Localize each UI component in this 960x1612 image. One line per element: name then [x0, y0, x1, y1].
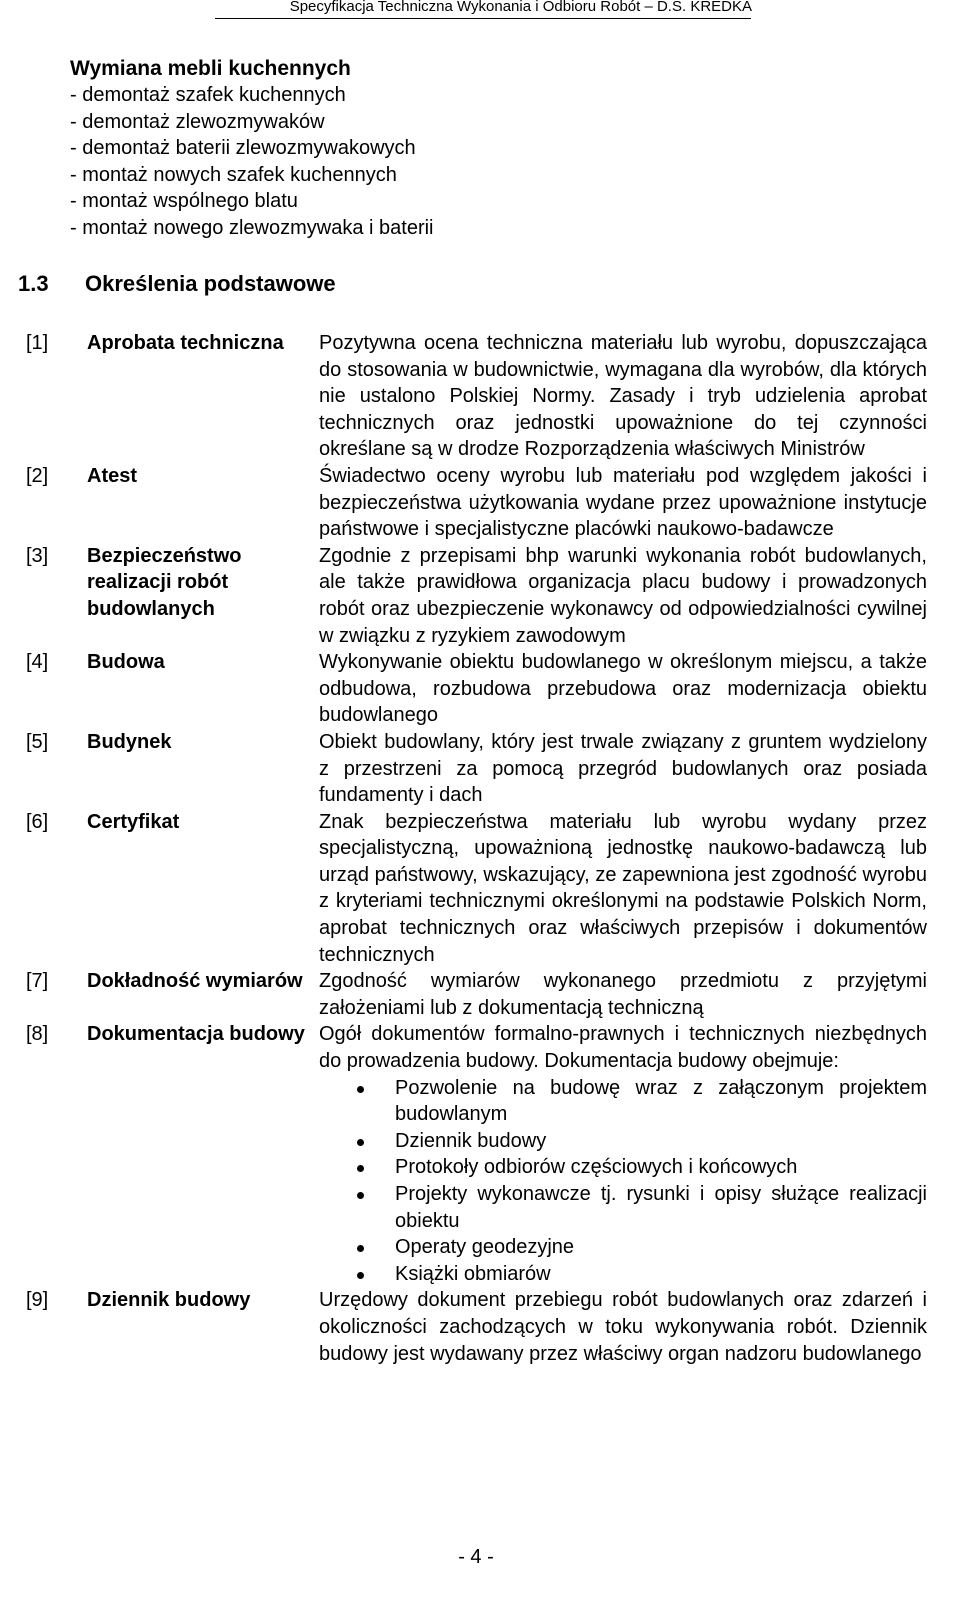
definition-number: [7]: [26, 970, 49, 993]
bullet-item: [319, 1234, 927, 1261]
bullet-list: [319, 1075, 927, 1288]
definition-term: Bezpieczeństwo realizacji robót budowlanych: [87, 544, 242, 620]
bullet-dot-icon: [357, 1192, 364, 1199]
definition-number: [3]: [26, 544, 49, 567]
definition-term: Dokładność wymiarów: [87, 970, 303, 993]
definition-number: [8]: [26, 1023, 49, 1046]
definition-number: [2]: [26, 464, 49, 487]
definition-row: [26, 1021, 930, 1287]
section-title: Określenia podstawowe: [85, 271, 336, 296]
intro-line: - montaż nowych szafek kuchennych: [70, 163, 397, 186]
running-header: [0, 0, 960, 18]
definition-row: [26, 463, 930, 543]
bullet-text: Książki obmiarów: [395, 1262, 551, 1285]
definition-paragraph: Zgodność wymiarów wykonanego przedmiotu z przyjętymi założeniami lub z dokumentacją techniczną: [319, 970, 927, 1019]
definition-term: Budowa: [87, 651, 165, 674]
bullet-text: Operaty geodezyjne: [395, 1236, 575, 1259]
definition-text: [319, 463, 927, 543]
definition-text: [319, 729, 927, 809]
intro-line: - montaż wspólnego blatu: [70, 190, 298, 213]
intro-line: - demontaż zlewozmywaków: [70, 110, 325, 133]
definition-number: [9]: [26, 1289, 49, 1312]
definition-text: [319, 1287, 927, 1367]
bullet-item: [319, 1128, 927, 1155]
bullet-dot-icon: [357, 1272, 364, 1279]
intro-line: - montaż nowego zlewozmywaka i baterii: [70, 216, 434, 239]
definition-number: [4]: [26, 651, 49, 674]
definition-row: [26, 729, 930, 809]
bullet-item: [319, 1181, 927, 1234]
definition-text: [319, 543, 927, 649]
definition-term: Atest: [87, 464, 138, 487]
page-number: [0, 1545, 960, 1569]
definition-term: Certyfikat: [87, 810, 180, 833]
definition-term: Budynek: [87, 730, 172, 753]
definition-paragraph: Wykonywanie obiektu budowlanego w określonym miejscu, a także odbudowa, rozbudowa przebudowa oraz modernizacja obiektu budowlanego: [319, 651, 927, 727]
bullet-text: Dziennik budowy: [395, 1129, 547, 1152]
definition-row: [26, 649, 930, 729]
definition-row: [26, 809, 930, 969]
definition-paragraph: Zgodnie z przepisami bhp warunki wykonania robót budowlanych, ale także prawidłowa organizacja placu budowy i prowadzonych robót oraz ubezpieczenie wykonawcy od odpowiedzialności cywilnej w związku z ryzykiem zawodowym: [319, 544, 927, 647]
bullet-dot-icon: [357, 1086, 364, 1093]
bullet-dot-icon: [357, 1165, 364, 1172]
definition-number: [5]: [26, 730, 49, 753]
header-text: Specyfikacja Techniczna Wykonania i Odbioru Robót – D.S. KREDKA: [289, 0, 752, 15]
definition-paragraph: Znak bezpieczeństwa materiału lub wyrobu wydany przez specjalistyczną, upoważnioną jednostkę naukowo-badawczą lub urząd państwowy, wskazujący, ze zapewniona jest zgodność wyrobu z kryteriami technicznymi określonymi na podstawie Polskich Norm, aprobat technicznych oraz właściwych przepisów i dokumentów technicznych: [319, 810, 927, 966]
definition-term: Dziennik budowy: [87, 1289, 251, 1312]
definition-paragraph: Obiekt budowlany, który jest trwale związany z gruntem wydzielony z przestrzeni za pomocą przegród budowlanych oraz posiada fundamenty i dach: [319, 730, 927, 807]
definition-text: [319, 330, 927, 463]
bullet-dot-icon: [357, 1245, 364, 1252]
section-heading: [18, 270, 336, 298]
intro-block: [70, 56, 930, 242]
intro-line: - demontaż szafek kuchennych: [70, 84, 346, 106]
bullet-text: Projekty wykonawcze tj. rysunki i opisy służące realizacji obiektu: [395, 1183, 927, 1232]
definition-text: [319, 649, 927, 729]
bullet-text: Protokoły odbiorów częściowych i końcowych: [395, 1156, 798, 1179]
definition-text: [319, 968, 927, 1021]
definition-term: Dokumentacja budowy: [87, 1023, 305, 1046]
definition-text: [319, 1021, 927, 1287]
page-number-text: - 4 -: [458, 1546, 494, 1568]
definition-paragraph: Pozytywna ocena techniczna materiału lub wyrobu, dopuszczająca do stosowania w budownictwie, wymagana dla wyrobów, dla których nie ustalono Polskiej Normy. Zasady i tryb udzielenia aprobat technicznych oraz jednostki upoważnione do tej czynności określane są w drodze Rozporządzenia właściwych Ministrów: [319, 332, 927, 461]
definition-text: [319, 809, 927, 969]
definition-number: [6]: [26, 810, 49, 833]
definition-row: [26, 543, 930, 649]
definition-term: Aprobata techniczna: [87, 332, 284, 354]
definition-paragraph: Ogół dokumentów formalno-prawnych i technicznych niezbędnych do prowadzenia budowy. Dokumentacja budowy obejmuje:: [319, 1023, 927, 1073]
section-number: 1.3: [18, 271, 49, 296]
header-rule: [215, 18, 751, 19]
definition-number: [1]: [26, 332, 49, 354]
definition-row: [26, 968, 930, 1021]
intro-line: - demontaż baterii zlewozmywakowych: [70, 137, 416, 160]
bullet-dot-icon: [357, 1139, 364, 1146]
definition-row: [26, 1287, 930, 1367]
bullet-item: [319, 1261, 927, 1288]
bullet-item: [319, 1075, 927, 1128]
definitions-list: [26, 330, 930, 1367]
intro-title: Wymiana mebli kuchennych: [70, 57, 351, 80]
definition-row: [26, 330, 930, 463]
definition-paragraph: Urzędowy dokument przebiegu robót budowlanych oraz zdarzeń i okoliczności zachodzących w toku wykonywania robót. Dziennik budowy jest wydawany przez właściwy organ nadzoru budowlanego: [319, 1289, 927, 1365]
bullet-text: Pozwolenie na budowę wraz z załączonym projektem budowlanym: [395, 1076, 927, 1126]
definition-paragraph: Świadectwo oceny wyrobu lub materiału pod względem jakości i bezpieczeństwa użytkowania wydane przez upoważnione instytucje państwowe i specjalistyczne placówki naukowo-badawcze: [319, 464, 927, 541]
bullet-item: [319, 1154, 927, 1181]
